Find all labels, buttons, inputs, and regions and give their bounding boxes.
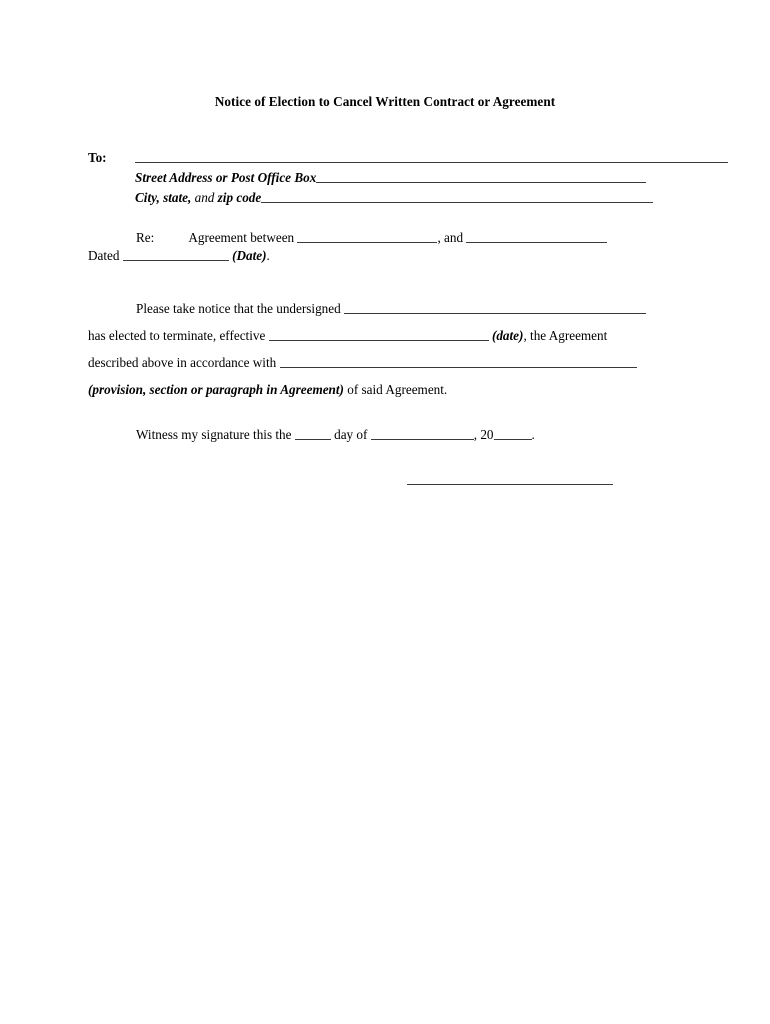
re-agreement-row xyxy=(136,230,607,246)
date-marker: (Date) xyxy=(232,248,267,263)
to-label: To: xyxy=(88,150,107,165)
provision-marker: (provision, section or paragraph in Agreement) xyxy=(88,382,344,397)
witness-inner xyxy=(88,427,535,442)
signature-section xyxy=(407,484,617,485)
dated-label: Dated xyxy=(88,248,120,263)
to-city-fill-line[interactable] xyxy=(261,192,653,203)
zip-code-label: zip code xyxy=(217,190,262,205)
party-two-fill-line[interactable] xyxy=(466,232,607,243)
the-agreement-text: , the Agreement xyxy=(523,328,608,343)
signature-line[interactable] xyxy=(407,484,613,485)
provision-fill-line[interactable] xyxy=(280,357,637,368)
city-state-label: City, state, xyxy=(135,190,192,205)
witness-day-of-text: day of xyxy=(334,427,368,442)
undersigned-fill-line[interactable] xyxy=(344,303,646,314)
terminate-effective-text: has elected to terminate, effective xyxy=(88,328,266,343)
city-and-conjunction: and xyxy=(191,190,218,205)
undersigned-text: Please take notice that the undersigned xyxy=(136,301,341,316)
to-street-fill-line[interactable] xyxy=(316,172,646,183)
and-separator: , and xyxy=(437,230,464,245)
effective-date-marker: (date) xyxy=(491,328,524,343)
dated-period: . xyxy=(266,248,270,263)
witness-section xyxy=(88,427,688,443)
witness-month-fill-line[interactable] xyxy=(371,429,474,440)
page-title: Notice of Election to Cancel Written Contract or Agreement xyxy=(214,94,556,109)
party-one-fill-line[interactable] xyxy=(297,232,437,243)
witness-day-fill-line[interactable] xyxy=(295,429,331,440)
of-said-agreement-text: of said Agreement. xyxy=(343,382,448,397)
body-line-4 xyxy=(88,382,447,398)
body-line-2 xyxy=(88,328,607,344)
body-line-3 xyxy=(88,355,637,371)
witness-period: . xyxy=(531,427,535,442)
witness-year-fill-line[interactable] xyxy=(494,429,532,440)
body-line-1 xyxy=(88,301,646,317)
re-label: Re: xyxy=(136,230,155,245)
to-name-field-row xyxy=(135,150,728,164)
witness-comma: , xyxy=(473,427,478,442)
effective-date-fill-line[interactable] xyxy=(269,330,489,341)
to-name-fill-line[interactable] xyxy=(135,152,728,163)
witness-year-prefix: 20 xyxy=(480,427,494,442)
to-city-field-row xyxy=(135,190,653,206)
re-dated-row xyxy=(88,248,270,264)
dated-fill-line[interactable] xyxy=(123,250,229,261)
agreement-between-label: Agreement between xyxy=(188,230,295,245)
street-address-label: Street Address or Post Office Box xyxy=(135,170,317,185)
witness-prefix-text: Witness my signature this the xyxy=(136,427,292,442)
described-above-text: described above in accordance with xyxy=(88,355,277,370)
to-street-field-row xyxy=(135,170,646,186)
